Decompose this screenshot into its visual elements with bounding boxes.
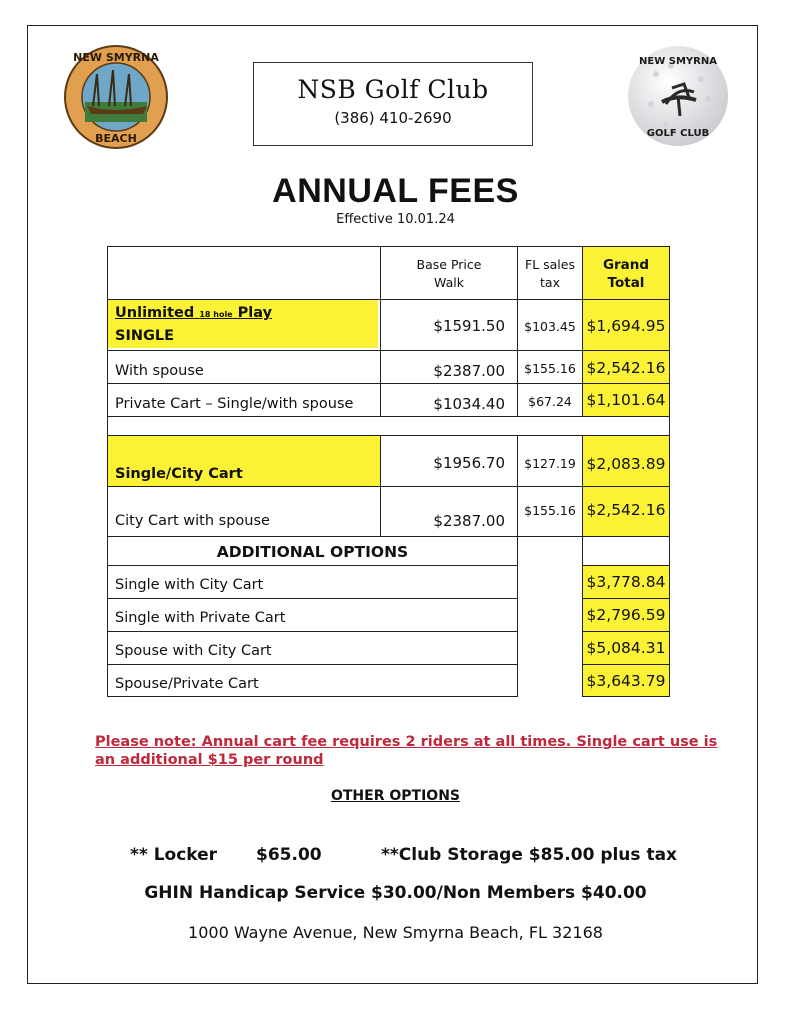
additional-label-spouse-private-cart: Spouse/Private Cart	[107, 664, 518, 697]
additional-options-total-blank	[582, 536, 670, 566]
svg-text:GOLF CLUB: GOLF CLUB	[646, 128, 710, 139]
total-private-cart: $1,101.64	[582, 383, 670, 417]
club-phone: (386) 410-2690	[334, 109, 452, 127]
golf-club-ball-logo	[626, 44, 730, 148]
private-cart-label: Private Cart – Single/with spouse	[107, 383, 381, 417]
header-base-line1: Base Price	[416, 257, 482, 272]
single-city-cart-label: Single/City Cart	[115, 466, 243, 482]
additional-label-single-city-cart: Single with City Cart	[107, 565, 518, 599]
ghin-handicap-service: GHIN Handicap Service $30.00/Non Members $40.00	[144, 883, 647, 903]
base-price-city-cart-spouse: $2387.00	[380, 486, 518, 537]
table-row-unlimited-single	[107, 299, 381, 351]
page-title: ANNUAL FEES	[272, 172, 519, 210]
locker-label: ** Locker	[130, 845, 218, 865]
svg-text:NEW SMYRNA: NEW SMYRNA	[639, 56, 717, 67]
additional-label-single-private-cart: Single with Private Cart	[107, 598, 518, 632]
single-label: SINGLE	[115, 328, 175, 344]
tax-single: $103.45	[517, 299, 583, 351]
table-row-single-city-cart	[107, 435, 381, 487]
header-total-line1: Grand	[602, 257, 650, 273]
additional-label-spouse-city-cart: Spouse with City Cart	[107, 631, 518, 665]
base-price-with-spouse: $2387.00	[380, 350, 518, 384]
table-header-blank	[107, 246, 381, 300]
total-single-city-cart: $2,083.89	[582, 435, 670, 487]
label-play: Play	[237, 305, 273, 321]
total-single: $1,694.95	[582, 299, 670, 351]
header-base-line2: Walk	[434, 275, 464, 290]
total-city-cart-spouse: $2,542.16	[582, 486, 670, 537]
cart-fee-note: Please note: Annual cart fee requires 2 riders at all times. Single cart use is an additional $15 per round	[95, 734, 718, 768]
tax-city-cart-spouse: $155.16	[517, 486, 583, 537]
other-options-title: OTHER OPTIONS	[330, 788, 460, 804]
club-info-box	[253, 62, 533, 146]
table-spacer-row	[107, 416, 670, 436]
additional-total-single-private-cart: $2,796.59	[582, 598, 670, 632]
header-tax-line2: tax	[540, 275, 560, 290]
label-unlimited: Unlimited	[115, 305, 195, 321]
header-fl-sales-tax	[517, 246, 583, 300]
tax-private-cart: $67.24	[517, 383, 583, 417]
with-spouse-label: With spouse	[107, 350, 381, 384]
header-total-line2: Total	[607, 275, 645, 291]
base-price-private-cart: $1034.40	[380, 383, 518, 417]
svg-text:BEACH: BEACH	[95, 132, 137, 145]
label-18-hole: 18 hole	[199, 310, 233, 319]
total-with-spouse: $2,542.16	[582, 350, 670, 384]
additional-options-title: ADDITIONAL OPTIONS	[107, 536, 518, 566]
additional-total-spouse-private-cart: $3,643.79	[582, 664, 670, 697]
tax-with-spouse: $155.16	[517, 350, 583, 384]
header-grand-total	[582, 246, 670, 300]
tax-single-city-cart: $127.19	[517, 435, 583, 487]
locker-price: $65.00	[256, 845, 322, 865]
svg-text:NEW SMYRNA: NEW SMYRNA	[73, 51, 159, 64]
effective-date: Effective 10.01.24	[336, 212, 455, 227]
club-name: NSB Golf Club	[297, 75, 489, 104]
base-price-single-city-cart: $1956.70	[380, 435, 518, 487]
new-smyrna-beach-seal-logo	[63, 44, 169, 150]
unlimited-play-label	[115, 305, 272, 321]
additional-total-single-city-cart: $3,778.84	[582, 565, 670, 599]
city-cart-spouse-label: City Cart with spouse	[107, 486, 381, 537]
header-tax-line1: FL sales	[525, 257, 575, 272]
header-base-price	[380, 246, 518, 300]
additional-total-spouse-city-cart: $5,084.31	[582, 631, 670, 665]
base-price-single: $1591.50	[380, 299, 518, 351]
club-storage: **Club Storage $85.00 plus tax	[381, 845, 678, 865]
club-address: 1000 Wayne Avenue, New Smyrna Beach, FL 32168	[188, 923, 603, 942]
